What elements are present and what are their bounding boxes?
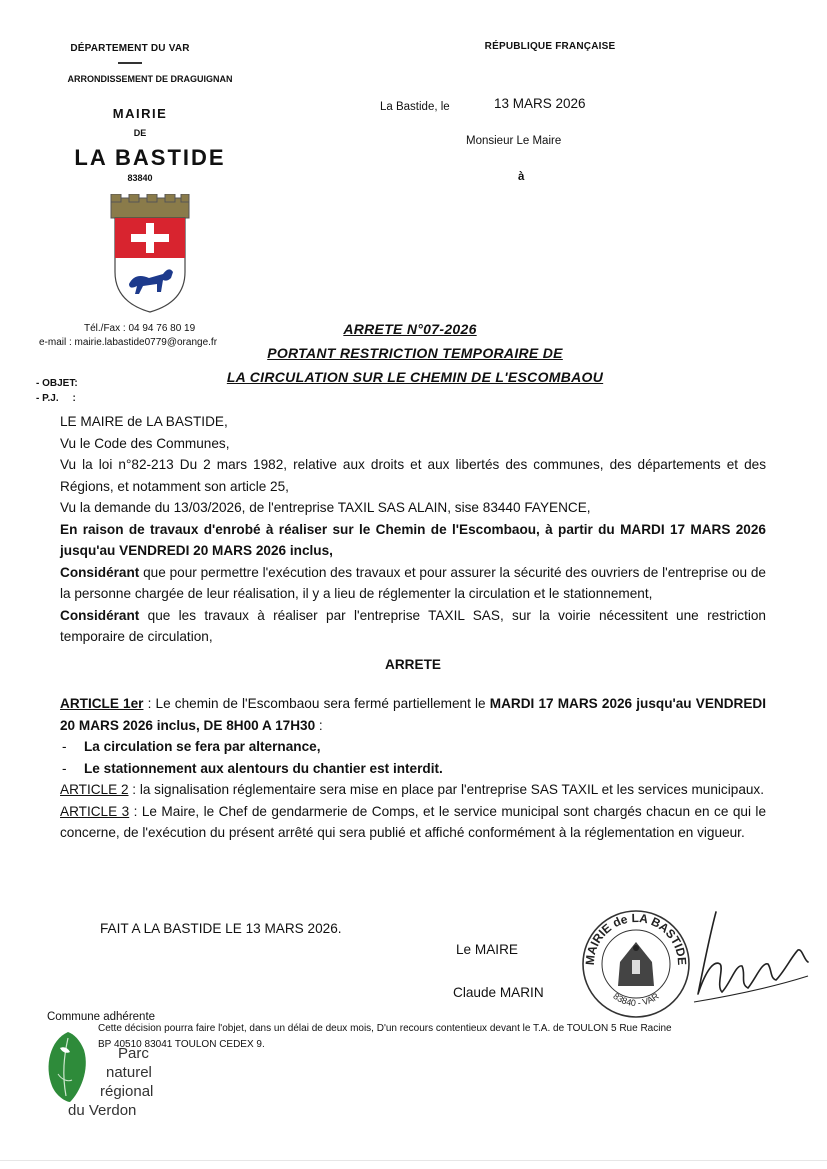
republic-label: RÉPUBLIQUE FRANÇAISE	[484, 41, 616, 52]
article-3: ARTICLE 3 : Le Maire, le Chef de gendarmerie de Comps, et le service municipal sont chargés chacun en ce qui le concerne, de l'exécution du présent arrêté qui sera publié et affiché conformément à la réglementation en vigueur.	[60, 803, 767, 840]
mairie-label: MAIRIE	[112, 106, 168, 121]
pj-label: - P.J. :	[36, 393, 76, 404]
article-2: ARTICLE 2 : la signalisation réglementaire sera mise en place par l'entreprise SAS TAXIL et les services municipaux.	[60, 782, 765, 797]
parc-verdon-logo-icon	[44, 1030, 92, 1104]
department-label: DÉPARTEMENT DU VAR	[70, 43, 190, 54]
arrete-title-line1: PORTANT RESTRICTION TEMPORAIRE DE	[267, 345, 563, 361]
email: e-mail : mairie.labastide0779@orange.fr	[39, 337, 218, 348]
arrete-number: ARRETE N°07-2026	[343, 321, 477, 337]
objet-label: - OBJET:	[36, 378, 78, 389]
arrete-body	[60, 411, 766, 844]
raison-travaux: En raison de travaux d'enrobé à réaliser sur le Chemin de l'Escombaou, à partir du MARDI 17 MARS 2026 jusqu'au VENDREDI 20 MARS 2026 inclus,	[60, 521, 766, 558]
stamp-top-text: MAIRIE de LA BASTIDE	[582, 910, 690, 966]
coat-of-arms-icon	[105, 194, 195, 316]
page-edge	[0, 1160, 827, 1161]
postcode: 83840	[127, 173, 153, 183]
vu-code: Vu le Code des Communes,	[60, 435, 230, 451]
recours-notice: Cette décision pourra faire l'objet, dans un délai de deux mois, D'un recours contentieux devant le T.A. de TOULON 5 Rue Racine BP 40510 83041 TOULON CEDEX 9.	[98, 1023, 672, 1050]
sender: Monsieur Le Maire	[466, 135, 562, 147]
town-name: LA BASTIDE	[74, 145, 226, 170]
list-item: - Le stationnement aux alentours du chantier est interdit.	[60, 758, 766, 780]
stamp-bottom-text: 83840 - VAR	[611, 990, 661, 1009]
arrondissement-label: ARRONDISSEMENT DE DRAGUIGNAN	[67, 74, 233, 84]
arrete-title-line2: LA CIRCULATION SUR LE CHEMIN DE L'ESCOMBAOU	[226, 369, 604, 385]
de-label: DE	[133, 128, 147, 138]
maire-name: Claude MARIN	[453, 985, 544, 1000]
article-3-label: ARTICLE 3	[60, 803, 130, 819]
mairie-stamp-icon	[580, 908, 692, 1020]
article-1-label: ARTICLE 1er	[60, 696, 144, 711]
list-item: - La circulation se fera par alternance,	[60, 736, 766, 758]
commune-adherente: Commune adhérente	[47, 1011, 156, 1023]
tel-fax: Tél./Fax : 04 94 76 80 19	[84, 323, 196, 334]
article-1: ARTICLE 1er : Le chemin de l'Escombaou sera fermé partiellement le MARDI 17 MARS 2026 jusqu'au VENDREDI 20 MARS 2026 inclus, DE 8H00 A 17H30 :	[60, 696, 766, 733]
vu-loi: Vu la loi n°82-213 Du 2 mars 1982, relative aux droits et aux libertés des communes, des départements et des Régions, et notamment son article 25,	[60, 457, 766, 494]
article-2-label: ARTICLE 2	[60, 782, 129, 797]
letter-date: 13 MARS 2026	[494, 96, 586, 111]
considerant-lead: Considérant	[60, 607, 140, 623]
considerant-lead: Considérant	[60, 564, 140, 580]
vu-demande: Vu la demande du 13/03/2026, de l'entreprise TAXIL SAS ALAIN, sise 83440 FAYENCE,	[60, 500, 591, 515]
divider	[118, 62, 142, 64]
svg-text:83840 - VAR	[611, 991, 661, 1008]
place-label: La Bastide, le	[380, 101, 450, 113]
parc-line-1: Parc	[118, 1045, 149, 1062]
parc-line-2: naturel	[106, 1064, 152, 1081]
parc-line-3: régional	[100, 1083, 154, 1100]
le-maire-label: Le MAIRE	[456, 942, 518, 957]
considerant-2: Considérant que les travaux à réaliser par l'entreprise TAXIL SAS, sur la voirie nécessitent une restriction temporaire de circulation,	[60, 607, 766, 644]
fait-a: FAIT A LA BASTIDE LE 13 MARS 2026.	[100, 921, 342, 936]
recipient-a: à	[518, 171, 525, 183]
parc-line-4: du Verdon	[68, 1102, 137, 1119]
arrete-heading: ARRETE	[385, 656, 441, 672]
article-1-list	[60, 736, 766, 779]
considerant-1: Considérant que pour permettre l'exécution des travaux et pour assurer la sécurité des ouvriers de l'entreprise ou de la personne chargée de leur réalisation, il y a lieu de réglementer la circulation et le stationnement,	[60, 564, 766, 601]
maire-line: LE MAIRE de LA BASTIDE,	[60, 414, 228, 429]
handwritten-signature-icon	[680, 904, 820, 1012]
